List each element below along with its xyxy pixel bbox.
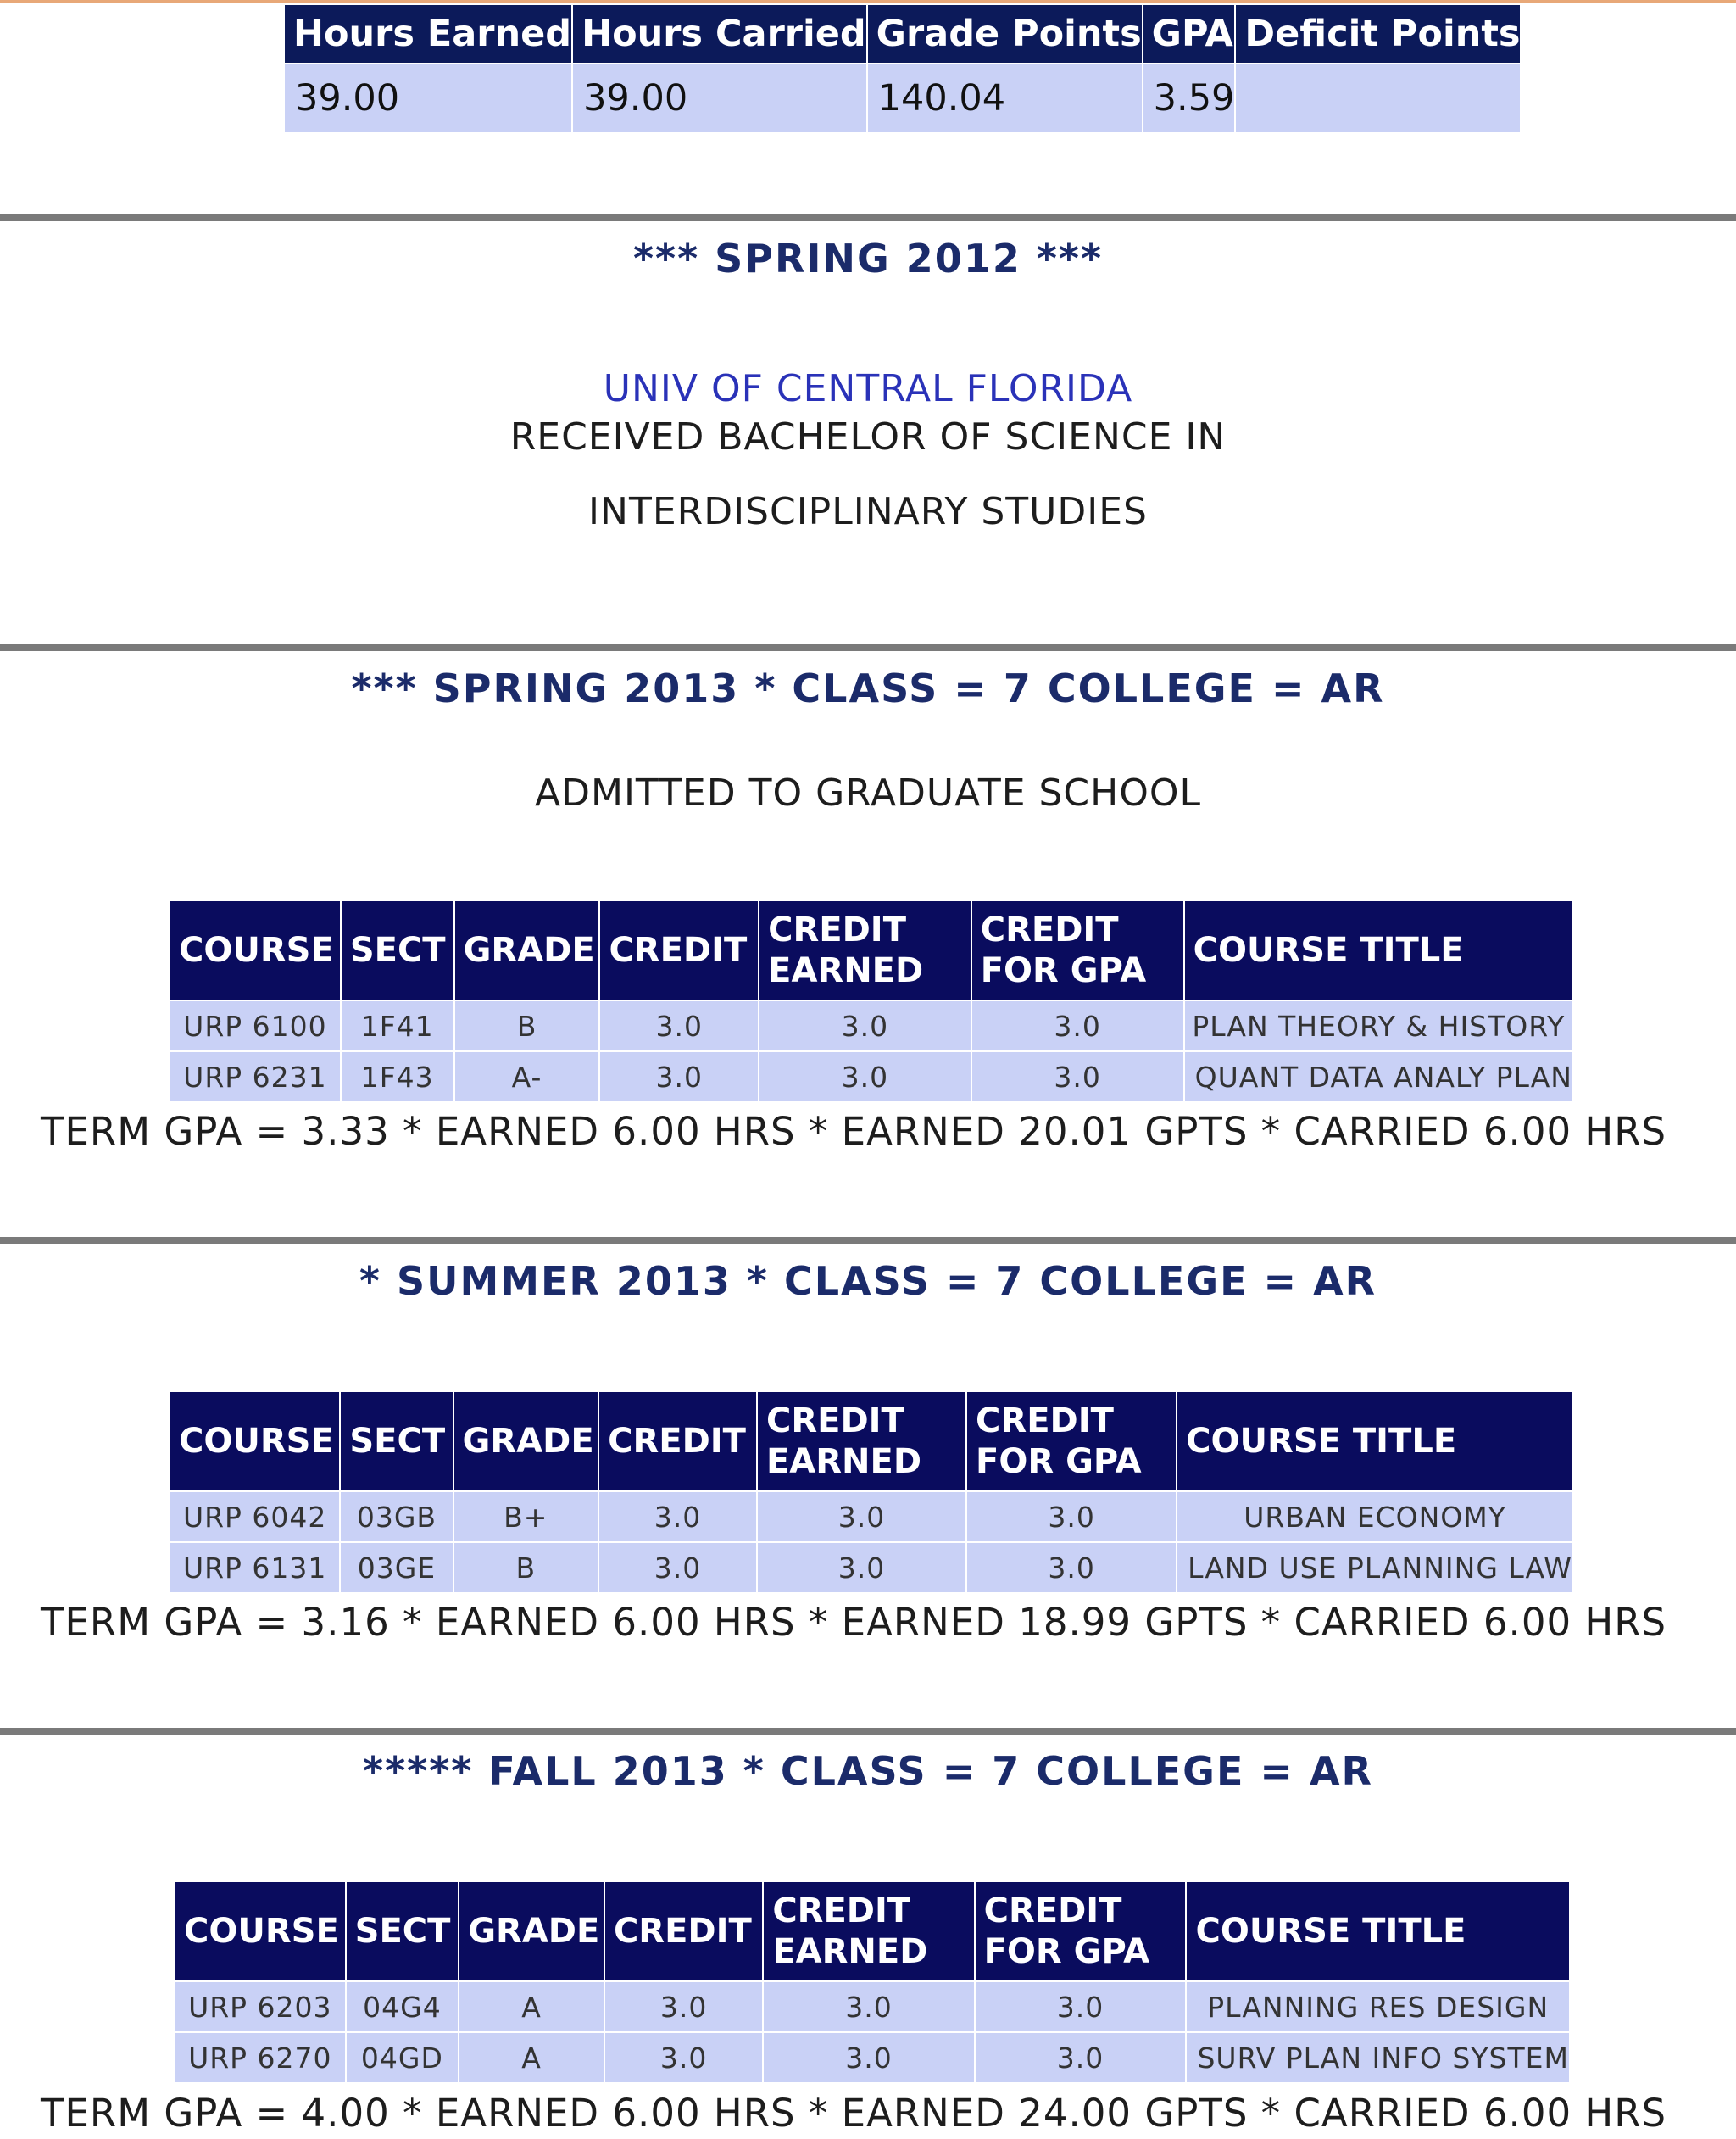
course-row: [170, 1052, 1572, 1101]
credit-header: CREDIT: [605, 1882, 762, 1980]
course-credit-for-gpa: 3.0: [972, 1001, 1183, 1050]
credit-earned-header-line1: CREDIT: [765, 1401, 904, 1440]
course-credit-earned: 3.0: [758, 1543, 965, 1592]
course-credit-earned: 3.0: [760, 1052, 971, 1101]
degree-line-1: RECEIVED BACHELOR OF SCIENCE IN: [509, 415, 1227, 459]
course-header: COURSE: [170, 901, 340, 1000]
credit-earned-header-line1: CREDIT: [772, 1891, 911, 1930]
course-header: COURSE: [175, 1882, 345, 1980]
course-title-header: COURSE TITLE: [1177, 1392, 1572, 1490]
course-header-row: [170, 1392, 1572, 1490]
credit-earned-header-line2: EARNED: [768, 951, 924, 990]
course-code: URP 6270: [175, 2033, 345, 2082]
gpa-header: GPA: [1143, 5, 1235, 63]
course-grade: A: [459, 1982, 604, 2031]
credit-for-gpa-header-line2: FOR GPA: [980, 951, 1147, 990]
course-section: 1F43: [342, 1052, 453, 1101]
course-credit: 3.0: [599, 1492, 756, 1541]
course-credit-for-gpa: 3.0: [976, 1982, 1186, 2031]
section-divider: [0, 1728, 1736, 1735]
sect-header: SECT: [341, 1392, 452, 1490]
degree-line-2: INTERDISCIPLINARY STUDIES: [588, 490, 1148, 533]
hours-earned-value: 39.00: [285, 64, 571, 132]
course-title: URBAN ECONOMY: [1177, 1492, 1572, 1541]
course-table-fall-2013: [174, 1880, 1571, 2084]
sect-header: SECT: [342, 901, 453, 1000]
course-title: LAND USE PLANNING LAW: [1177, 1543, 1572, 1592]
top-rule: [0, 0, 1736, 3]
course-grade: B: [454, 1543, 598, 1592]
course-credit: 3.0: [599, 1543, 756, 1592]
term-heading-spring-2012: *** SPRING 2012 ***: [632, 236, 1104, 281]
course-code: URP 6042: [170, 1492, 339, 1541]
course-header-row: [170, 901, 1572, 1000]
course-table-summer-2013: [169, 1390, 1574, 1594]
course-grade: B: [455, 1001, 599, 1050]
course-row: [170, 1543, 1572, 1592]
section-divider: [0, 1237, 1736, 1244]
course-section: 03GB: [341, 1492, 452, 1541]
credit-earned-header-line2: EARNED: [772, 1932, 928, 1971]
course-credit-for-gpa: 3.0: [972, 1052, 1183, 1101]
course-code: URP 6203: [175, 1982, 345, 2031]
course-row: [175, 1982, 1569, 2031]
credit-earned-header: [764, 1882, 973, 1980]
term-heading-spring-2013: *** SPRING 2013 * CLASS = 7 COLLEGE = AR: [351, 666, 1385, 711]
credit-for-gpa-header-line1: CREDIT: [976, 1401, 1114, 1440]
credit-for-gpa-header: [967, 1392, 1176, 1490]
credit-for-gpa-header-line2: FOR GPA: [983, 1932, 1150, 1971]
course-row: [170, 1001, 1572, 1050]
term-summary-spring-2013: TERM GPA = 3.33 * EARNED 6.00 HRS * EARNED 20.01 GPTS * CARRIED 6.00 HRS: [41, 1109, 1667, 1154]
grade-header: GRADE: [454, 1392, 598, 1490]
admission-note: ADMITTED TO GRADUATE SCHOOL: [535, 771, 1201, 815]
course-section: 03GE: [341, 1543, 452, 1592]
course-credit-for-gpa: 3.0: [967, 1543, 1176, 1592]
credit-earned-header-line1: CREDIT: [768, 911, 906, 950]
hours-carried-header: Hours Carried: [573, 5, 866, 63]
course-title: QUANT DATA ANALY PLAN: [1185, 1052, 1572, 1101]
course-section: 04GD: [347, 2033, 459, 2082]
course-credit: 3.0: [605, 1982, 762, 2031]
credit-header: CREDIT: [599, 1392, 756, 1490]
grade-points-header: Grade Points: [868, 5, 1142, 63]
credit-for-gpa-header-line2: FOR GPA: [976, 1442, 1142, 1481]
sect-header: SECT: [347, 1882, 459, 1980]
course-section: 1F41: [342, 1001, 453, 1050]
section-divider: [0, 214, 1736, 221]
course-title: SURV PLAN INFO SYSTEM: [1187, 2033, 1569, 2082]
grade-points-value: 140.04: [868, 64, 1142, 132]
course-header: COURSE: [170, 1392, 339, 1490]
course-code: URP 6100: [170, 1001, 340, 1050]
course-credit: 3.0: [600, 1052, 758, 1101]
term-heading-summer-2013: * SUMMER 2013 * CLASS = 7 COLLEGE = AR: [359, 1258, 1377, 1304]
hours-earned-header: Hours Earned: [285, 5, 571, 63]
grade-header: GRADE: [459, 1882, 604, 1980]
cumulative-summary-table: [283, 3, 1522, 134]
course-grade: A: [459, 2033, 604, 2082]
grade-header: GRADE: [455, 901, 599, 1000]
course-code: URP 6231: [170, 1052, 340, 1101]
credit-for-gpa-header-line1: CREDIT: [983, 1891, 1122, 1930]
course-credit: 3.0: [605, 2033, 762, 2082]
deficit-points-header: Deficit Points: [1236, 5, 1520, 63]
course-title: PLAN THEORY & HISTORY: [1185, 1001, 1572, 1050]
course-title-header: COURSE TITLE: [1187, 1882, 1569, 1980]
course-section: 04G4: [347, 1982, 459, 2031]
course-credit-earned: 3.0: [764, 2033, 973, 2082]
credit-header: CREDIT: [600, 901, 758, 1000]
term-summary-fall-2013: TERM GPA = 4.00 * EARNED 6.00 HRS * EARNED 24.00 GPTS * CARRIED 6.00 HRS: [41, 2091, 1667, 2136]
course-table-spring-2013: [169, 900, 1574, 1103]
course-credit-earned: 3.0: [764, 1982, 973, 2031]
credit-for-gpa-header: [972, 901, 1183, 1000]
course-credit-for-gpa: 3.0: [967, 1492, 1176, 1541]
hours-carried-value: 39.00: [573, 64, 866, 132]
course-code: URP 6131: [170, 1543, 339, 1592]
section-divider: [0, 644, 1736, 651]
course-title-header: COURSE TITLE: [1185, 901, 1572, 1000]
credit-earned-header: [760, 901, 971, 1000]
course-row: [175, 2033, 1569, 2082]
course-credit: 3.0: [600, 1001, 758, 1050]
course-header-row: [175, 1882, 1569, 1980]
credit-earned-header-line2: EARNED: [765, 1442, 922, 1481]
deficit-points-value: [1236, 64, 1520, 132]
institution-name: UNIV OF CENTRAL FLORIDA: [603, 367, 1133, 410]
course-credit-for-gpa: 3.0: [976, 2033, 1186, 2082]
credit-for-gpa-header: [976, 1882, 1186, 1980]
gpa-value: 3.59: [1143, 64, 1235, 132]
course-grade: A-: [455, 1052, 599, 1101]
credit-for-gpa-header-line1: CREDIT: [980, 911, 1119, 950]
term-summary-summer-2013: TERM GPA = 3.16 * EARNED 6.00 HRS * EARNED 18.99 GPTS * CARRIED 6.00 HRS: [41, 1600, 1667, 1645]
summary-value-row: [285, 64, 1520, 132]
summary-header-row: [285, 5, 1520, 63]
credit-earned-header: [758, 1392, 965, 1490]
course-title: PLANNING RES DESIGN: [1187, 1982, 1569, 2031]
course-credit-earned: 3.0: [758, 1492, 965, 1541]
term-heading-fall-2013: ***** FALL 2013 * CLASS = 7 COLLEGE = AR: [363, 1748, 1373, 1794]
course-credit-earned: 3.0: [760, 1001, 971, 1050]
course-grade: B+: [454, 1492, 598, 1541]
course-row: [170, 1492, 1572, 1541]
